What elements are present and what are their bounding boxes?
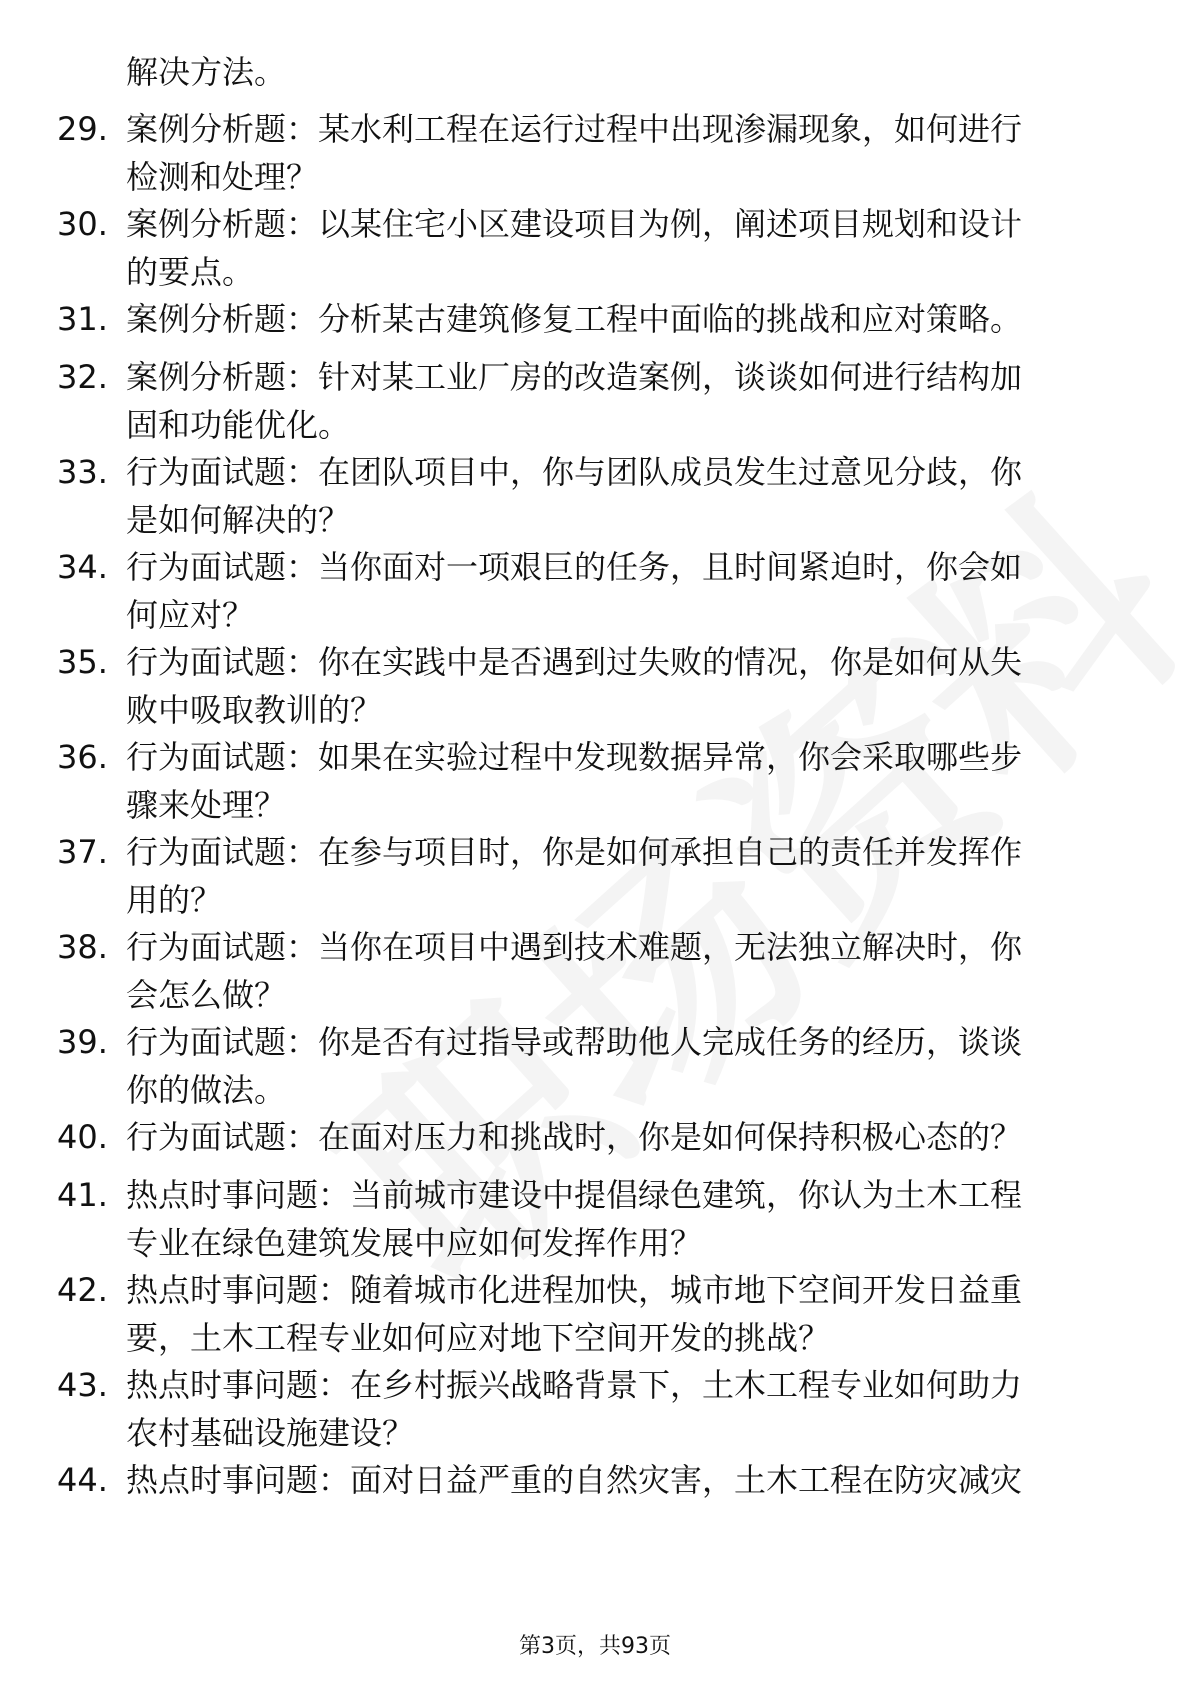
question-text-line-2: 要，土木工程专业如何应对地下空间开发的挑战？ bbox=[126, 1319, 831, 1357]
question-text-line-2: 专业在绿色建筑发展中应如何发挥作用？ bbox=[126, 1224, 703, 1262]
question-text-line-1: 行为面试题：当你面对一项艰巨的任务，且时间紧迫时，你会如 bbox=[126, 548, 1023, 586]
continued-text-line: 解决方法。 bbox=[126, 53, 287, 91]
question-text-line-1: 热点时事问题：随着城市化进程加快，城市地下空间开发日益重 bbox=[126, 1271, 1023, 1309]
question-text-line-2: 用的？ bbox=[126, 881, 223, 919]
question-number: 29. bbox=[57, 110, 108, 148]
question-text-line-2: 固和功能优化。 bbox=[126, 406, 351, 444]
question-number: 42. bbox=[57, 1271, 108, 1309]
question-number: 32. bbox=[57, 358, 108, 396]
question-text-line-2: 你的做法。 bbox=[126, 1071, 287, 1109]
question-text-line-1: 案例分析题：分析某古建筑修复工程中面临的挑战和应对策略。 bbox=[126, 300, 1023, 338]
question-number: 38. bbox=[57, 928, 108, 966]
question-text-line-2: 会怎么做？ bbox=[126, 976, 287, 1014]
question-text-line-2: 败中吸取教训的？ bbox=[126, 691, 383, 729]
question-text-line-2: 是如何解决的？ bbox=[126, 501, 351, 539]
question-text-line-1: 案例分析题：以某住宅小区建设项目为例，阐述项目规划和设计 bbox=[126, 205, 1023, 243]
question-number: 31. bbox=[57, 300, 108, 338]
question-number: 30. bbox=[57, 205, 108, 243]
question-text-line-1: 热点时事问题：当前城市建设中提倡绿色建筑，你认为土木工程 bbox=[126, 1176, 1023, 1214]
page-footer: 第3页，共93页 bbox=[519, 1634, 671, 1659]
question-text-line-1: 热点时事问题：在乡村振兴战略背景下，土木工程专业如何助力 bbox=[126, 1366, 1023, 1404]
question-text-line-2: 检测和处理？ bbox=[126, 158, 319, 196]
question-text-line-1: 热点时事问题：面对日益严重的自然灾害，土木工程在防灾减灾 bbox=[126, 1461, 1023, 1499]
question-text-line-1: 行为面试题：在参与项目时，你是如何承担自己的责任并发挥作 bbox=[126, 833, 1023, 871]
question-text-line-1: 行为面试题：在团队项目中，你与团队成员发生过意见分歧，你 bbox=[126, 453, 1023, 491]
question-text-line-2: 何应对？ bbox=[126, 596, 255, 634]
question-text-line-1: 行为面试题：当你在项目中遇到技术难题，无法独立解决时，你 bbox=[126, 928, 1023, 966]
question-text-line-2: 农村基础设施建设？ bbox=[126, 1414, 415, 1452]
question-number: 37. bbox=[57, 833, 108, 871]
question-text-line-2: 骤来处理？ bbox=[126, 786, 287, 824]
question-number: 39. bbox=[57, 1023, 108, 1061]
question-number: 41. bbox=[57, 1176, 108, 1214]
question-number: 43. bbox=[57, 1366, 108, 1404]
question-text-line-1: 行为面试题：你在实践中是否遇到过失败的情况，你是如何从失 bbox=[126, 643, 1023, 681]
question-text-line-1: 行为面试题：如果在实验过程中发现数据异常，你会采取哪些步 bbox=[126, 738, 1023, 776]
question-number: 44. bbox=[57, 1461, 108, 1499]
question-number: 35. bbox=[57, 643, 108, 681]
question-text-line-1: 行为面试题：你是否有过指导或帮助他人完成任务的经历，谈谈 bbox=[126, 1023, 1023, 1061]
question-text-line-2: 的要点。 bbox=[126, 253, 255, 291]
question-number: 36. bbox=[57, 738, 108, 776]
question-number: 34. bbox=[57, 548, 108, 586]
question-number: 40. bbox=[57, 1118, 108, 1156]
question-number: 33. bbox=[57, 453, 108, 491]
question-text-line-1: 案例分析题：某水利工程在运行过程中出现渗漏现象，如何进行 bbox=[126, 110, 1023, 148]
question-text-line-1: 案例分析题：针对某工业厂房的改造案例，谈谈如何进行结构加 bbox=[126, 358, 1023, 396]
question-text-line-1: 行为面试题：在面对压力和挑战时，你是如何保持积极心态的？ bbox=[126, 1118, 1023, 1156]
